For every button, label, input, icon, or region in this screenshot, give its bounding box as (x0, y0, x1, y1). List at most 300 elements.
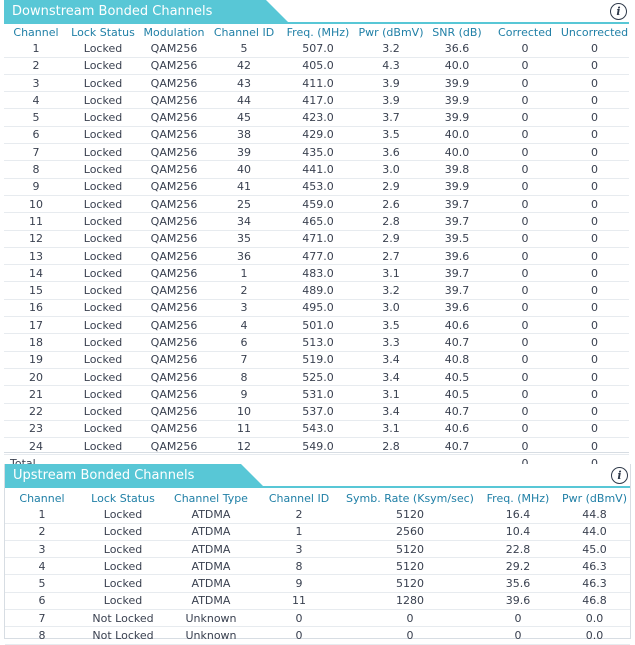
downstream-cell: 501.0 (278, 317, 358, 334)
upstream-cell: 3 (255, 540, 343, 557)
downstream-cell: 0 (490, 420, 560, 437)
downstream-cell: 0 (560, 265, 629, 282)
downstream-cell: 39.6 (424, 247, 490, 264)
upstream-column-header: Pwr (dBmV) (561, 491, 627, 505)
downstream-column-header: Modulation (143, 25, 205, 39)
downstream-cell: 2.9 (358, 230, 424, 247)
downstream-cell: 39.9 (424, 74, 490, 91)
downstream-cell: 0 (560, 317, 629, 334)
upstream-cell: 5120 (343, 540, 477, 557)
downstream-cell: Locked (68, 213, 138, 230)
upstream-cell: 8 (255, 558, 343, 575)
upstream-column-header: Channel ID (268, 491, 330, 505)
downstream-cell: 0 (560, 351, 629, 368)
downstream-cell: 40.7 (424, 403, 490, 420)
upstream-cell: 0 (255, 627, 343, 644)
downstream-cell: Locked (68, 438, 138, 455)
upstream-cell: 3 (5, 540, 79, 557)
downstream-cell: 477.0 (278, 247, 358, 264)
downstream-title: Downstream Bonded Channels (4, 0, 266, 24)
downstream-cell: 44 (210, 92, 278, 109)
downstream-cell: 9 (210, 386, 278, 403)
downstream-cell: 0 (490, 247, 560, 264)
downstream-table-row (4, 161, 629, 178)
upstream-cell: 1 (255, 523, 343, 540)
downstream-cell: 2.8 (358, 438, 424, 455)
downstream-cell: Locked (68, 282, 138, 299)
downstream-table-row (4, 438, 629, 455)
downstream-cell: QAM256 (138, 299, 210, 316)
downstream-cell: 0 (490, 74, 560, 91)
downstream-cell: 0 (560, 403, 629, 420)
downstream-cell: 0 (490, 282, 560, 299)
upstream-cell: 45.0 (559, 540, 630, 557)
downstream-cell: Locked (68, 368, 138, 385)
upstream-cell: 2 (255, 506, 343, 523)
downstream-column-header: Freq. (MHz) (286, 25, 350, 39)
downstream-cell: 0 (560, 74, 629, 91)
downstream-cell: Locked (68, 92, 138, 109)
upstream-cell: Unknown (167, 610, 255, 627)
downstream-cell: 40.8 (424, 351, 490, 368)
downstream-column-header: Pwr (dBmV) (358, 25, 424, 39)
downstream-cell: QAM256 (138, 438, 210, 455)
downstream-cell: 435.0 (278, 144, 358, 161)
downstream-cell: 0 (490, 351, 560, 368)
downstream-cell: 0 (560, 144, 629, 161)
upstream-column-header: Lock Status (91, 491, 155, 505)
downstream-table-row (4, 213, 629, 230)
downstream-cell: 3.2 (358, 282, 424, 299)
downstream-cell: 38 (210, 126, 278, 143)
downstream-cell: 0 (490, 403, 560, 420)
downstream-cell: Locked (68, 74, 138, 91)
upstream-cell: 35.6 (477, 575, 559, 592)
downstream-cell: 0 (560, 92, 629, 109)
downstream-cell: QAM256 (138, 386, 210, 403)
downstream-table-row (4, 351, 629, 368)
downstream-cell: 507.0 (278, 40, 358, 57)
downstream-cell: 4 (210, 317, 278, 334)
downstream-cell: Locked (68, 299, 138, 316)
downstream-cell: 405.0 (278, 57, 358, 74)
downstream-cell: 2.7 (358, 247, 424, 264)
downstream-cell: 8 (210, 368, 278, 385)
downstream-cell: 40.0 (424, 57, 490, 74)
downstream-cell: QAM256 (138, 178, 210, 195)
downstream-cell: 24 (4, 438, 68, 455)
downstream-cell: Locked (68, 57, 138, 74)
upstream-cell: 0 (343, 610, 477, 627)
downstream-cell: 0 (560, 57, 629, 74)
downstream-cell: 17 (4, 317, 68, 334)
downstream-cell: 42 (210, 57, 278, 74)
downstream-cell: 23 (4, 420, 68, 437)
downstream-cell: QAM256 (138, 74, 210, 91)
upstream-cell: ATDMA (167, 523, 255, 540)
upstream-cell: 0 (255, 610, 343, 627)
downstream-cell: 7 (4, 144, 68, 161)
downstream-table-row (4, 40, 629, 57)
upstream-column-header: Freq. (MHz) (486, 491, 550, 505)
downstream-table-row (4, 195, 629, 212)
downstream-cell: 3.1 (358, 265, 424, 282)
downstream-cell: 0 (490, 230, 560, 247)
upstream-cell: 44.0 (559, 523, 630, 540)
downstream-cell: 1 (210, 265, 278, 282)
upstream-cell: 29.2 (477, 558, 559, 575)
upstream-cell: ATDMA (167, 540, 255, 557)
downstream-cell: QAM256 (138, 403, 210, 420)
downstream-cell: 0 (490, 386, 560, 403)
downstream-column-header: Uncorrected (560, 25, 629, 39)
downstream-cell: Locked (68, 420, 138, 437)
upstream-cell: 46.3 (559, 558, 630, 575)
downstream-cell: QAM256 (138, 109, 210, 126)
downstream-cell: 495.0 (278, 299, 358, 316)
downstream-cell: 3.1 (358, 420, 424, 437)
downstream-cell: 0 (490, 317, 560, 334)
downstream-cell: 22 (4, 403, 68, 420)
downstream-cell: 40.5 (424, 386, 490, 403)
downstream-cell: 0 (560, 178, 629, 195)
downstream-cell: 0 (490, 438, 560, 455)
upstream-cell: Not Locked (79, 610, 167, 627)
downstream-cell: QAM256 (138, 40, 210, 57)
downstream-cell: 0 (560, 438, 629, 455)
downstream-cell: 0 (490, 109, 560, 126)
upstream-table-row (5, 610, 630, 627)
upstream-cell: ATDMA (167, 592, 255, 609)
downstream-cell: 10 (4, 195, 68, 212)
downstream-cell: 6 (4, 126, 68, 143)
downstream-cell: 2 (210, 282, 278, 299)
downstream-cell: QAM256 (138, 351, 210, 368)
downstream-cell: 429.0 (278, 126, 358, 143)
downstream-cell: 0 (490, 334, 560, 351)
downstream-cell: Locked (68, 265, 138, 282)
downstream-cell: 19 (4, 351, 68, 368)
downstream-body (4, 40, 629, 471)
downstream-cell: Locked (68, 230, 138, 247)
downstream-column-header: SNR (dB) (432, 25, 482, 39)
upstream-cell: 5120 (343, 575, 477, 592)
downstream-cell: 39.7 (424, 213, 490, 230)
downstream-cell: 40.0 (424, 144, 490, 161)
upstream-cell: 2560 (343, 523, 477, 540)
downstream-cell: 0 (560, 161, 629, 178)
downstream-cell: 0 (490, 144, 560, 161)
downstream-cell: QAM256 (138, 161, 210, 178)
downstream-cell: 465.0 (278, 213, 358, 230)
downstream-cell: 3.0 (358, 161, 424, 178)
upstream-cell: Unknown (167, 627, 255, 644)
upstream-table-row (5, 575, 630, 592)
downstream-cell: 0 (490, 368, 560, 385)
downstream-cell: 40.0 (424, 126, 490, 143)
downstream-cell: 9 (4, 178, 68, 195)
upstream-column-header: Symb. Rate (Ksym/sec) (346, 491, 474, 505)
downstream-cell: QAM256 (138, 420, 210, 437)
downstream-cell: Locked (68, 195, 138, 212)
downstream-cell: 40.7 (424, 334, 490, 351)
downstream-table-row (4, 230, 629, 247)
downstream-cell: 7 (210, 351, 278, 368)
downstream-cell: 4.3 (358, 57, 424, 74)
upstream-table (5, 490, 630, 645)
downstream-cell: Locked (68, 334, 138, 351)
downstream-cell: 40.6 (424, 420, 490, 437)
downstream-titlebar (4, 0, 629, 24)
downstream-cell: 12 (4, 230, 68, 247)
upstream-cell: 5 (5, 575, 79, 592)
downstream-cell: 3.2 (358, 40, 424, 57)
downstream-cell: 0 (560, 40, 629, 57)
downstream-cell: 21 (4, 386, 68, 403)
downstream-cell: 18 (4, 334, 68, 351)
downstream-table-row (4, 299, 629, 316)
upstream-cell: 0 (477, 610, 559, 627)
upstream-cell: 16.4 (477, 506, 559, 523)
downstream-cell: 0 (490, 57, 560, 74)
downstream-cell: 525.0 (278, 368, 358, 385)
upstream-cell: 0.0 (559, 610, 630, 627)
downstream-cell: 0 (560, 368, 629, 385)
downstream-cell: 3 (4, 74, 68, 91)
downstream-cell: 3.9 (358, 92, 424, 109)
downstream-table (4, 24, 629, 472)
downstream-cell: 549.0 (278, 438, 358, 455)
downstream-cell: 489.0 (278, 282, 358, 299)
downstream-table-row (4, 317, 629, 334)
downstream-cell: 417.0 (278, 92, 358, 109)
downstream-cell: QAM256 (138, 126, 210, 143)
downstream-cell: 3 (210, 299, 278, 316)
upstream-header-row (5, 490, 630, 506)
downstream-cell: 0 (560, 420, 629, 437)
downstream-cell: 6 (210, 334, 278, 351)
upstream-cell: ATDMA (167, 575, 255, 592)
upstream-table-row (5, 627, 630, 644)
downstream-table-row (4, 420, 629, 437)
upstream-cell: 6 (5, 592, 79, 609)
downstream-cell: 45 (210, 109, 278, 126)
downstream-cell: 3.9 (358, 74, 424, 91)
upstream-titlebar (5, 464, 630, 488)
downstream-cell: 39 (210, 144, 278, 161)
downstream-column-header: Corrected (498, 25, 552, 39)
downstream-table-row (4, 265, 629, 282)
downstream-cell: 2 (4, 57, 68, 74)
downstream-cell: 0 (490, 195, 560, 212)
downstream-cell: Locked (68, 351, 138, 368)
downstream-cell: 5 (4, 109, 68, 126)
downstream-cell: 13 (4, 247, 68, 264)
upstream-cell: 1 (5, 506, 79, 523)
upstream-cell: 22.8 (477, 540, 559, 557)
downstream-cell: 543.0 (278, 420, 358, 437)
downstream-panel (4, 0, 629, 453)
downstream-cell: 39.7 (424, 282, 490, 299)
upstream-cell: 8 (5, 627, 79, 644)
downstream-cell: 2.8 (358, 213, 424, 230)
downstream-cell: 10 (210, 403, 278, 420)
upstream-cell: 7 (5, 610, 79, 627)
downstream-cell: 0 (490, 299, 560, 316)
downstream-cell: 40.7 (424, 438, 490, 455)
upstream-cell: 0 (343, 627, 477, 644)
downstream-cell: 3.4 (358, 351, 424, 368)
downstream-cell: 2.6 (358, 195, 424, 212)
downstream-table-row (4, 74, 629, 91)
downstream-cell: 513.0 (278, 334, 358, 351)
downstream-cell: 40.5 (424, 368, 490, 385)
downstream-cell: Locked (68, 40, 138, 57)
downstream-cell: 25 (210, 195, 278, 212)
downstream-cell: 39.5 (424, 230, 490, 247)
downstream-cell: 16 (4, 299, 68, 316)
upstream-body (5, 506, 630, 644)
upstream-cell: 5120 (343, 558, 477, 575)
downstream-cell: 441.0 (278, 161, 358, 178)
downstream-cell: QAM256 (138, 213, 210, 230)
downstream-cell: 12 (210, 438, 278, 455)
downstream-cell: 8 (4, 161, 68, 178)
downstream-cell: 0 (560, 230, 629, 247)
downstream-cell: 3.6 (358, 144, 424, 161)
downstream-table-row (4, 178, 629, 195)
upstream-cell: 1280 (343, 592, 477, 609)
upstream-cell: Locked (79, 592, 167, 609)
downstream-cell: QAM256 (138, 57, 210, 74)
downstream-cell: QAM256 (138, 368, 210, 385)
upstream-info-icon[interactable]: i (611, 467, 628, 484)
upstream-cell: 46.8 (559, 592, 630, 609)
downstream-cell: 0 (560, 299, 629, 316)
upstream-title-underline (5, 486, 630, 488)
downstream-cell: Locked (68, 247, 138, 264)
downstream-cell: 0 (490, 161, 560, 178)
downstream-cell: 0 (560, 334, 629, 351)
downstream-table-row (4, 282, 629, 299)
downstream-cell: 3.1 (358, 386, 424, 403)
downstream-cell: 471.0 (278, 230, 358, 247)
upstream-table-row (5, 558, 630, 575)
downstream-cell: 0 (560, 386, 629, 403)
downstream-cell: QAM256 (138, 282, 210, 299)
upstream-column-header: Channel Type (174, 491, 248, 505)
downstream-cell: 483.0 (278, 265, 358, 282)
downstream-cell: QAM256 (138, 195, 210, 212)
upstream-cell: 5120 (343, 506, 477, 523)
downstream-table-row (4, 334, 629, 351)
downstream-cell: 0 (490, 92, 560, 109)
upstream-cell: 44.8 (559, 506, 630, 523)
downstream-cell: Locked (68, 126, 138, 143)
downstream-cell: 0 (490, 40, 560, 57)
downstream-cell: 35 (210, 230, 278, 247)
downstream-cell: 39.9 (424, 109, 490, 126)
downstream-cell: 411.0 (278, 74, 358, 91)
downstream-cell: 15 (4, 282, 68, 299)
downstream-cell: Locked (68, 109, 138, 126)
downstream-table-row (4, 57, 629, 74)
downstream-cell: Locked (68, 317, 138, 334)
upstream-title: Upstream Bonded Channels (5, 464, 241, 488)
downstream-cell: 0 (560, 126, 629, 143)
downstream-cell: 41 (210, 178, 278, 195)
upstream-cell: 39.6 (477, 592, 559, 609)
upstream-table-row (5, 540, 630, 557)
upstream-cell: Locked (79, 558, 167, 575)
downstream-cell: Locked (68, 386, 138, 403)
upstream-cell: Locked (79, 506, 167, 523)
downstream-cell: 3.0 (358, 299, 424, 316)
downstream-cell: 0 (560, 109, 629, 126)
upstream-cell: 46.3 (559, 575, 630, 592)
downstream-cell: Locked (68, 144, 138, 161)
downstream-table-row (4, 144, 629, 161)
downstream-cell: QAM256 (138, 230, 210, 247)
downstream-cell: 531.0 (278, 386, 358, 403)
upstream-cell: 10.4 (477, 523, 559, 540)
downstream-cell: 453.0 (278, 178, 358, 195)
downstream-cell: 519.0 (278, 351, 358, 368)
downstream-info-icon[interactable]: i (610, 3, 627, 20)
downstream-table-row (4, 368, 629, 385)
downstream-cell: 0 (490, 265, 560, 282)
downstream-cell: 11 (4, 213, 68, 230)
downstream-cell: 3.4 (358, 403, 424, 420)
downstream-cell: 0 (560, 282, 629, 299)
upstream-cell: 4 (5, 558, 79, 575)
upstream-cell: Locked (79, 523, 167, 540)
downstream-cell: 423.0 (278, 109, 358, 126)
downstream-column-header: Lock Status (71, 25, 135, 39)
downstream-table-row (4, 92, 629, 109)
upstream-cell: 11 (255, 592, 343, 609)
downstream-cell: 20 (4, 368, 68, 385)
downstream-cell: 3.4 (358, 368, 424, 385)
upstream-cell: Locked (79, 540, 167, 557)
downstream-cell: QAM256 (138, 144, 210, 161)
downstream-column-header: Channel ID (213, 25, 275, 39)
downstream-cell: 5 (210, 40, 278, 57)
downstream-cell: 43 (210, 74, 278, 91)
upstream-cell: Not Locked (79, 627, 167, 644)
downstream-cell: 3.3 (358, 334, 424, 351)
upstream-table-row (5, 592, 630, 609)
downstream-cell: 0 (490, 126, 560, 143)
downstream-cell: 40.6 (424, 317, 490, 334)
downstream-cell: 0 (490, 178, 560, 195)
downstream-cell: QAM256 (138, 247, 210, 264)
downstream-cell: 11 (210, 420, 278, 437)
downstream-cell: 0 (490, 213, 560, 230)
downstream-table-row (4, 109, 629, 126)
downstream-cell: 39.8 (424, 161, 490, 178)
downstream-cell: Locked (68, 403, 138, 420)
upstream-cell: ATDMA (167, 558, 255, 575)
upstream-column-header: Channel (19, 491, 65, 505)
downstream-cell: 39.6 (424, 299, 490, 316)
downstream-cell: 0 (560, 195, 629, 212)
downstream-cell: 2.9 (358, 178, 424, 195)
downstream-cell: 14 (4, 265, 68, 282)
downstream-cell: 39.7 (424, 265, 490, 282)
downstream-cell: 459.0 (278, 195, 358, 212)
downstream-cell: QAM256 (138, 317, 210, 334)
